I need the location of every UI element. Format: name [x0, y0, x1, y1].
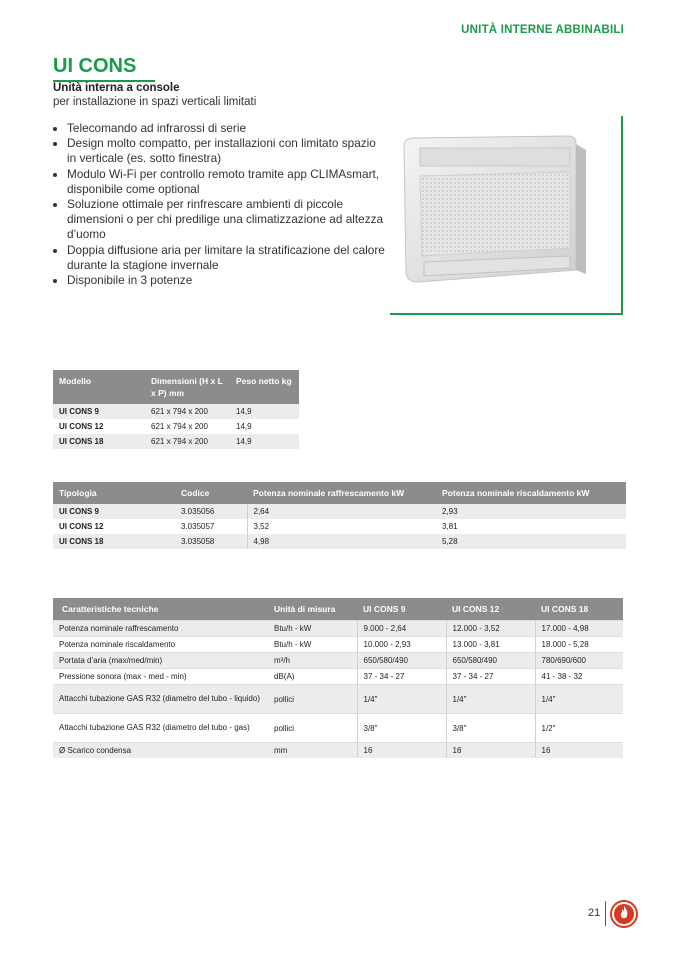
feature-item: • Design molto compatto, per installazioni con limitato spazio in verticale (es. sotto finestra): [67, 136, 387, 166]
table-row: [53, 519, 626, 534]
table-header: [53, 482, 626, 504]
table-cell: 621 x 794 x 200: [145, 404, 230, 419]
table-cell: 13.000 - 3,81: [446, 637, 535, 653]
table-cell: 621 x 794 x 200: [145, 434, 230, 449]
product-description: per installazione in spazi verticali limitati: [53, 96, 257, 108]
table-cell: Pressione sonora (max - med - min): [53, 669, 268, 685]
column-header: UI CONS 18: [535, 598, 623, 621]
table-cell: UI CONS 12: [59, 422, 104, 431]
table-cell: 3.035056: [175, 504, 247, 519]
table-cell: 18.000 - 5,28: [535, 637, 623, 653]
page-number: 21: [588, 907, 601, 919]
feature-item: • Doppia diffusione aria per limitare la stratificazione del calore durante la stagione invernale: [67, 243, 387, 273]
table-row: [53, 685, 623, 714]
table-row: [53, 743, 623, 759]
table-cell: 780/690/600: [535, 653, 623, 669]
feature-item: • Disponibile in 3 potenze: [67, 273, 387, 288]
feature-item: • Telecomando ad infrarossi di serie: [67, 121, 387, 136]
table-cell: 37 - 34 - 27: [357, 669, 446, 685]
table-cell: pollici: [268, 714, 357, 743]
column-header: Caratteristiche tecniche: [53, 598, 268, 621]
section-title: UNITÀ INTERNE ABBINABILI: [461, 24, 624, 36]
table-cell: UI CONS 12: [59, 522, 104, 531]
table-cell: pollici: [268, 685, 357, 714]
table-row: [53, 419, 299, 434]
product-photo: [390, 130, 622, 316]
table-row: [53, 714, 623, 743]
table-row: [53, 621, 623, 637]
table-cell: 5,28: [436, 534, 626, 549]
feature-item: • Soluzione ottimale per rinfrescare ambienti di piccole dimensioni o per chi predilige una climatizzazione ad altezza d’uomo: [67, 197, 387, 243]
table-cell: Potenza nominale riscaldamento: [53, 637, 268, 653]
table-cell: Btu/h - kW: [268, 621, 357, 637]
product-title: UI CONS: [53, 55, 137, 77]
table-header: [53, 370, 299, 404]
product-subtitle: Unità interna a console: [53, 82, 180, 94]
table-cell: 3/8": [357, 714, 446, 743]
flame-logo-icon: [610, 900, 638, 928]
table-cell: 1/2": [535, 714, 623, 743]
page-number-divider: [605, 901, 606, 926]
column-header: Tipologia: [53, 482, 175, 504]
photo-frame-bottom: [390, 313, 623, 315]
column-header: UI CONS 12: [446, 598, 535, 621]
table-cell: 37 - 34 - 27: [446, 669, 535, 685]
table-cell: 3.035057: [181, 522, 215, 531]
table-cell: UI CONS 18: [53, 534, 175, 549]
column-header: Modello: [53, 370, 145, 404]
table-cell: 621 x 794 x 200: [151, 422, 208, 431]
column-header: UI CONS 9: [357, 598, 446, 621]
table-cell: m³/h: [268, 653, 357, 669]
table-cell: 650/580/490: [357, 653, 446, 669]
table-cell: 3,81: [442, 522, 458, 531]
column-header: Dimensioni (H x L x P) mm: [145, 370, 230, 404]
table-cell: Attacchi tubazione GAS R32 (diametro del tubo - liquido): [53, 685, 268, 714]
table-cell: 17.000 - 4,98: [535, 621, 623, 637]
table-cell: 3,52: [247, 519, 436, 534]
table-cell: UI CONS 9: [53, 504, 175, 519]
table-cell: 16: [446, 743, 535, 759]
table-cell: 12.000 - 3,52: [446, 621, 535, 637]
table-cell: 9.000 - 2,64: [357, 621, 446, 637]
table-cell: Attacchi tubazione GAS R32 (diametro del tubo - gas): [53, 714, 268, 743]
table-cell: 3.035058: [175, 534, 247, 549]
column-header: Potenza nominale raffrescamento kW: [247, 482, 436, 504]
table-row: [53, 504, 626, 519]
column-header: Codice: [175, 482, 247, 504]
photo-frame-right: [621, 116, 623, 314]
table-cell: 16: [535, 743, 623, 759]
table-cell: mm: [268, 743, 357, 759]
table-row: [53, 669, 623, 685]
table-cell: dB(A): [268, 669, 357, 685]
table-cell: 16: [357, 743, 446, 759]
table-cell: 41 - 38 - 32: [535, 669, 623, 685]
specs-table: [53, 598, 623, 758]
table-cell: 1/4": [357, 685, 446, 714]
column-header: Potenza nominale riscaldamento kW: [436, 482, 626, 504]
table-cell: 4,98: [247, 534, 436, 549]
table-cell: Potenza nominale raffrescamento: [53, 621, 268, 637]
table-cell: Ø Scarico condensa: [53, 743, 268, 759]
table-row: [53, 653, 623, 669]
feature-item: • Modulo Wi-Fi per controllo remoto tramite app CLIMAsmart, disponibile come optional: [67, 167, 387, 197]
codes-table: [53, 482, 626, 549]
table-cell: Portata d’aria (max/med/min): [53, 653, 268, 669]
table-cell: 10.000 - 2,93: [357, 637, 446, 653]
dimensions-table: [53, 370, 299, 449]
table-row: [53, 404, 299, 419]
feature-list: [53, 121, 387, 288]
table-cell: 1/4": [446, 685, 535, 714]
column-header: Peso netto kg: [230, 370, 299, 404]
table-cell: 14,9: [230, 404, 299, 419]
table-cell: UI CONS 9: [53, 404, 145, 419]
table-cell: 2,64: [247, 504, 436, 519]
table-row: [53, 434, 299, 449]
table-cell: 14,9: [236, 422, 252, 431]
table-header: [53, 598, 623, 621]
table-cell: 2,93: [436, 504, 626, 519]
table-cell: UI CONS 18: [53, 434, 145, 449]
table-row: [53, 534, 626, 549]
table-cell: 3/8": [446, 714, 535, 743]
table-cell: 1/4": [535, 685, 623, 714]
table-cell: Btu/h - kW: [268, 637, 357, 653]
table-cell: 650/580/490: [446, 653, 535, 669]
table-row: [53, 637, 623, 653]
column-header: Unità di misura: [268, 598, 357, 621]
table-cell: 14,9: [230, 434, 299, 449]
